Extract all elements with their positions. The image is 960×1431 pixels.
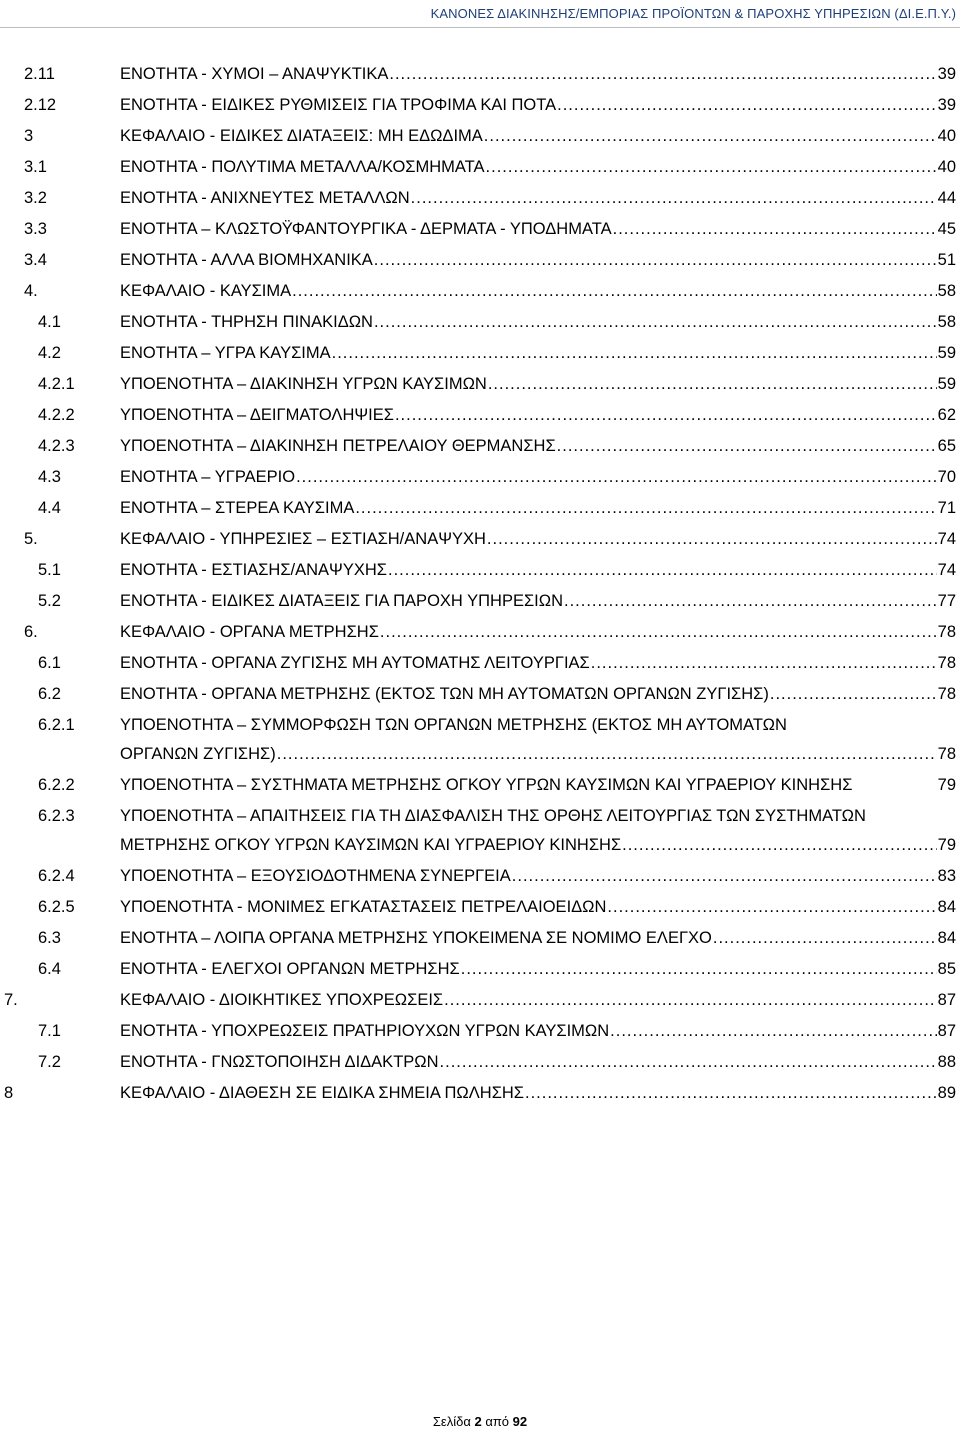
- toc-entry-number: 4.3: [38, 468, 61, 486]
- toc-entry-page-number: 39: [937, 96, 956, 114]
- toc-entry-line: [120, 618, 956, 647]
- toc-entry-title: ΥΠΟΕΝΟΤΗΤΑ - ΜΟΝΙΜΕΣ ΕΓΚΑΤΑΣΤΑΣΕΙΣ ΠΕΤΡΕΛΑΙΟΕΙΔΩΝ: [120, 898, 607, 916]
- toc-entry-title-block: [120, 246, 956, 275]
- toc-entry-line: [120, 740, 956, 769]
- toc-entry-line: [120, 494, 956, 523]
- toc-entry-number: 5.2: [38, 592, 61, 610]
- dot-leader: [487, 525, 937, 554]
- toc-entry-page-number: 70: [937, 468, 956, 486]
- toc-entry-line: [120, 432, 956, 461]
- toc-entry-line: [120, 986, 956, 1015]
- toc-entry-title: ΕΝΟΤΗΤΑ - ΟΡΓΑΝΑ ΜΕΤΡΗΣΗΣ (ΕΚΤΟΣ ΤΩΝ ΜΗ ΑΥΤΟΜΑΤΩΝ ΟΡΓΑΝΩΝ ΖΥΓΙΣΗΣ): [120, 685, 769, 703]
- toc-entry-title: ΚΕΦΑΛΑΙΟ - ΕΙΔΙΚΕΣ ΔΙΑΤΑΞΕΙΣ: ΜΗ ΕΔΩΔΙΜΑ: [120, 127, 483, 145]
- toc-entry-line: [120, 893, 956, 922]
- toc-entry-title: ΥΠΟΕΝΟΤΗΤΑ – ΣΥΣΤΗΜΑΤΑ ΜΕΤΡΗΣΗΣ ΟΓΚΟΥ ΥΓΡΩΝ ΚΑΥΣΙΜΩΝ ΚΑΙ ΥΓΡΑΕΡΙΟΥ ΚΙΝΗΣΗΣ: [120, 776, 853, 794]
- toc-entry-page-number: 84: [937, 898, 956, 916]
- toc-entry-title-block: [120, 153, 956, 182]
- toc-entry-number: 6.2.5: [38, 898, 75, 916]
- toc-entry-page-number: 87: [937, 991, 956, 1009]
- toc-entry-page-number: 84: [937, 929, 956, 947]
- toc-entry-line: [120, 771, 956, 800]
- toc-entry-title-block: [120, 986, 956, 1015]
- toc-entry-number: 5.: [24, 530, 38, 548]
- toc-entry-title-block: [120, 401, 956, 430]
- toc-entry-line: [120, 955, 956, 984]
- toc-entry-page-number: 40: [937, 127, 956, 145]
- dot-leader: [380, 618, 937, 647]
- toc-entry-page-number: 62: [937, 406, 956, 424]
- toc-entry-line: [120, 370, 956, 399]
- toc-entry-page-number: 88: [937, 1053, 956, 1071]
- toc-entry-line: [120, 401, 956, 430]
- toc-entry-title: ΚΕΦΑΛΑΙΟ - ΚΑΥΣΙΜΑ: [120, 282, 292, 300]
- toc-entry-title-block: [120, 680, 956, 709]
- toc-entry-number: 4.2.1: [38, 375, 75, 393]
- dot-leader: [411, 184, 937, 213]
- toc-entry-line: [120, 862, 956, 891]
- toc-entry-page-number: 78: [937, 654, 956, 672]
- toc-entry-page-number: 78: [937, 623, 956, 641]
- toc-entry-line: [120, 680, 956, 709]
- dot-leader: [557, 91, 937, 120]
- dot-leader: [622, 831, 937, 860]
- toc-entry-title-block: [120, 556, 956, 585]
- dot-leader: [461, 955, 937, 984]
- toc-entry-number: 5.1: [38, 561, 61, 579]
- toc-entry-title: ΕΝΟΤΗΤΑ - ΠΟΛΥΤΙΜΑ ΜΕΤΑΛΛΑ/ΚΟΣΜΗΜΑΤΑ: [120, 158, 485, 176]
- dot-leader: [512, 862, 937, 891]
- toc-entry-number: 3.1: [24, 158, 47, 176]
- toc-entry-title-block: [120, 893, 956, 922]
- dot-leader: [484, 122, 937, 151]
- toc-entry-line: [120, 60, 956, 89]
- toc-entry-title: ΕΝΟΤΗΤΑ – ΣΤΕΡΕΑ ΚΑΥΣΙΜΑ: [120, 499, 355, 517]
- toc-entry-title: ΥΠΟΕΝΟΤΗΤΑ – ΕΞΟΥΣΙΟΔΟΤΗΜΕΝΑ ΣΥΝΕΡΓΕΙΑ: [120, 867, 511, 885]
- dot-leader: [564, 587, 937, 616]
- toc-entry-title: ΕΝΟΤΗΤΑ - ΕΙΔΙΚΕΣ ΡΥΘΜΙΣΕΙΣ ΓΙΑ ΤΡΟΦΙΜΑ ΚΑΙ ΠΟΤΑ: [120, 96, 557, 114]
- toc-entry-title-block: [120, 771, 956, 800]
- toc-entry-number: 4.2: [38, 344, 61, 362]
- toc-entry-title: ΕΝΟΤΗΤΑ – ΥΓΡΑ ΚΑΥΣΙΜΑ: [120, 344, 331, 362]
- toc-entry-line: [120, 649, 956, 678]
- toc-entry-title-block: [120, 432, 956, 461]
- toc-entry-title-block: [120, 494, 956, 523]
- toc-entry-title: ΥΠΟΕΝΟΤΗΤΑ – ΔΙΑΚΙΝΗΣΗ ΥΓΡΩΝ ΚΑΥΣΙΜΩΝ: [120, 375, 487, 393]
- toc-entry-number: 2.12: [24, 96, 57, 114]
- dot-leader: [332, 339, 937, 368]
- dot-leader: [525, 1079, 937, 1108]
- toc-entry-page-number: 87: [937, 1022, 956, 1040]
- toc-entry-line: [120, 153, 956, 182]
- toc-entry-line: [120, 831, 956, 860]
- toc-entry-number: 6.2.2: [38, 776, 75, 794]
- toc-entry-title: ΥΠΟΕΝΟΤΗΤΑ – ΔΙΑΚΙΝΗΣΗ ΠΕΤΡΕΛΑΙΟΥ ΘΕΡΜΑΝΣΗΣ: [120, 437, 556, 455]
- toc-entry-line: [120, 463, 956, 492]
- footer-middle: από: [481, 1414, 513, 1429]
- footer-page-number: 2: [474, 1414, 482, 1429]
- toc-entry-title: ΕΝΟΤΗΤΑ - ΓΝΩΣΤΟΠΟΙΗΣΗ ΔΙΔΑΚΤΡΩΝ: [120, 1053, 439, 1071]
- toc-entry-number: 6.2.3: [38, 807, 75, 825]
- toc-entry-number: 6.2.1: [38, 716, 75, 734]
- toc-entry-page-number: 78: [937, 685, 956, 703]
- toc-entry-line: [120, 184, 956, 213]
- toc-entry-page-number: 74: [937, 561, 956, 579]
- toc-entry-title-block: [120, 308, 956, 337]
- toc-entry-page-number: 59: [937, 375, 956, 393]
- dot-leader: [713, 924, 937, 953]
- toc-entry-number: 7.1: [38, 1022, 61, 1040]
- toc-entry-title-block: [120, 277, 956, 306]
- toc-entry-number: 6.: [24, 623, 38, 641]
- toc-entry-title-block: [120, 649, 956, 678]
- toc-entry-page-number: 58: [937, 313, 956, 331]
- toc-entry-page-number: 39: [937, 65, 956, 83]
- toc-entry-line: [120, 308, 956, 337]
- dot-leader: [440, 1048, 937, 1077]
- dot-leader: [486, 153, 937, 182]
- toc-entry-title: ΚΕΦΑΛΑΙΟ - ΟΡΓΑΝΑ ΜΕΤΡΗΣΗΣ: [120, 623, 379, 641]
- toc-entry-number: 4.2.2: [38, 406, 75, 424]
- toc-entry-title-block: [120, 924, 956, 953]
- dot-leader: [292, 277, 937, 306]
- toc-entry-title: ΕΝΟΤΗΤΑ – ΥΓΡΑΕΡΙΟ: [120, 468, 296, 486]
- toc-entry-number: 4.2.3: [38, 437, 75, 455]
- toc-entry-title: ΚΕΦΑΛΑΙΟ - ΔΙΟΙΚΗΤΙΚΕΣ ΥΠΟΧΡΕΩΣΕΙΣ: [120, 991, 444, 1009]
- toc-entry-page-number: 77: [937, 592, 956, 610]
- toc-entry-title: ΕΝΟΤΗΤΑ - ΑΝΙΧΝΕΥΤΕΣ ΜΕΤΑΛΛΩΝ: [120, 189, 410, 207]
- toc-entry-title-block: [120, 587, 956, 616]
- toc-entry-title: ΕΝΟΤΗΤΑ - ΤΗΡΗΣΗ ΠΙΝΑΚΙΔΩΝ: [120, 313, 373, 331]
- toc-entry-title: ΚΕΦΑΛΑΙΟ - ΥΠΗΡΕΣΙΕΣ – ΕΣΤΙΑΣΗ/ΑΝΑΨΥΧΗ: [120, 530, 486, 548]
- toc-entry-page-number: 79: [937, 836, 956, 854]
- toc-entry-title: ΕΝΟΤΗΤΑ – ΚΛΩΣΤΟΫΦΑΝΤΟΥΡΓΙΚΑ - ΔΕΡΜΑΤΑ - ΥΠΟΔΗΜΑΤΑ: [120, 220, 612, 238]
- toc-entry-number: 6.2.4: [38, 867, 75, 885]
- toc-entry-title: ΜΕΤΡΗΣΗΣ ΟΓΚΟΥ ΥΓΡΩΝ ΚΑΥΣΙΜΩΝ ΚΑΙ ΥΓΡΑΕΡΙΟΥ ΚΙΝΗΣΗΣ: [120, 836, 622, 854]
- toc-entry-line: [120, 924, 956, 953]
- toc-entry-number: 7.: [4, 991, 18, 1009]
- toc-entry-title-block: [120, 618, 956, 647]
- toc-entry-title-block: [120, 60, 956, 89]
- toc-entry-title-first-line: ΥΠΟΕΝΟΤΗΤΑ – ΣΥΜΜΟΡΦΩΣΗ ΤΩΝ ΟΡΓΑΝΩΝ ΜΕΤΡΗΣΗΣ (ΕΚΤΟΣ ΜΗ ΑΥΤΟΜΑΤΩΝ: [120, 716, 787, 734]
- toc-entry-title: ΥΠΟΕΝΟΤΗΤΑ – ΔΕΙΓΜΑΤΟΛΗΨΙΕΣ: [120, 406, 394, 424]
- toc-entry-line: [120, 1079, 956, 1108]
- dot-leader: [488, 370, 937, 399]
- dot-leader: [444, 986, 937, 1015]
- toc-entry-line: [120, 1017, 956, 1046]
- toc-entry-number: 6.3: [38, 929, 61, 947]
- toc-entry-title-first-line: ΥΠΟΕΝΟΤΗΤΑ – ΑΠΑΙΤΗΣΕΙΣ ΓΙΑ ΤΗ ΔΙΑΣΦΑΛΙΣΗ ΤΗΣ ΟΡΘΗΣ ΛΕΙΤΟΥΡΓΙΑΣ ΤΩΝ ΣΥΣΤΗΜΑΤΩΝ: [120, 807, 866, 825]
- toc-entry-title: ΕΝΟΤΗΤΑ – ΛΟΙΠΑ ΟΡΓΑΝΑ ΜΕΤΡΗΣΗΣ ΥΠΟΚΕΙΜΕΝΑ ΣΕ ΝΟΜΙΜΟ ΕΛΕΓΧΟ: [120, 929, 712, 947]
- toc-entry-number: 7.2: [38, 1053, 61, 1071]
- toc-entry-page-number: 71: [937, 499, 956, 517]
- dot-leader: [395, 401, 937, 430]
- toc-entry-title: ΕΝΟΤΗΤΑ - ΕΣΤΙΑΣΗΣ/ΑΝΑΨΥΧΗΣ: [120, 561, 387, 579]
- toc-entry-title-block: [120, 122, 956, 151]
- toc-entry-title-block: [120, 955, 956, 984]
- toc-entry-title-block: [120, 525, 956, 554]
- toc-entry-title-block: [120, 862, 956, 891]
- toc-entry-line: [120, 339, 956, 368]
- dot-leader: [389, 60, 936, 89]
- toc-entry-title: ΕΝΟΤΗΤΑ - ΥΠΟΧΡΕΩΣΕΙΣ ΠΡΑΤΗΡΙΟΥΧΩΝ ΥΓΡΩΝ ΚΑΥΣΙΜΩΝ: [120, 1022, 610, 1040]
- toc-entry-title-block: [120, 802, 956, 860]
- toc-entry-title-block: [120, 1017, 956, 1046]
- dot-leader: [610, 1017, 936, 1046]
- toc-entry-page-number: 74: [937, 530, 956, 548]
- dot-leader: [770, 680, 937, 709]
- dot-leader: [607, 893, 936, 922]
- toc-entry-page-number: 65: [937, 437, 956, 455]
- toc-entry-line: [120, 587, 956, 616]
- dot-leader: [355, 494, 936, 523]
- dot-leader: [591, 649, 937, 678]
- toc-entry-title: ΕΝΟΤΗΤΑ - ΕΛΕΓΧΟΙ ΟΡΓΑΝΩΝ ΜΕΤΡΗΣΗΣ: [120, 960, 460, 978]
- toc-entry-line: [120, 122, 956, 151]
- toc-entry-line: [120, 556, 956, 585]
- dot-leader: [388, 556, 937, 585]
- toc-entry-line: [120, 215, 956, 244]
- toc-entry-page-number: 59: [937, 344, 956, 362]
- toc-entry-page-number: 79: [937, 776, 956, 794]
- toc-entry-title-block: [120, 1079, 956, 1108]
- toc-entry-number: 2.11: [24, 65, 55, 83]
- toc-entry-title-block: [120, 215, 956, 244]
- page-footer: [0, 1414, 960, 1429]
- toc-entry-title-block: [120, 370, 956, 399]
- toc-entry-line: [120, 246, 956, 275]
- toc-entry-line: [120, 91, 956, 120]
- dot-leader: [557, 432, 937, 461]
- toc-entry-page-number: 58: [937, 282, 956, 300]
- dot-leader: [277, 740, 937, 769]
- running-header: ΚΑΝΟΝΕΣ ΔΙΑΚΙΝΗΣΗΣ/ΕΜΠΟΡΙΑΣ ΠΡΟΪΟΝΤΩΝ & ΠΑΡΟΧΗΣ ΥΠΗΡΕΣΙΩΝ (ΔΙ.Ε.Π.Υ.): [430, 6, 956, 21]
- toc-entry-line: [120, 277, 956, 306]
- toc-entry-line: [120, 1048, 956, 1077]
- footer-total-pages: 92: [512, 1414, 528, 1429]
- toc-entry-page-number: 89: [937, 1084, 956, 1102]
- toc-entry-number: 4.4: [38, 499, 61, 517]
- toc-entry-title: ΕΝΟΤΗΤΑ - ΟΡΓΑΝΑ ΖΥΓΙΣΗΣ ΜΗ ΑΥΤΟΜΑΤΗΣ ΛΕΙΤΟΥΡΓΙΑΣ: [120, 654, 590, 672]
- header-divider: [0, 27, 960, 28]
- toc-entry-page-number: 85: [937, 960, 956, 978]
- toc-entry-number: 4.: [24, 282, 38, 300]
- toc-entry-page-number: 78: [937, 745, 956, 763]
- dot-leader: [374, 246, 937, 275]
- toc-entry-title-block: [120, 1048, 956, 1077]
- dot-leader: [374, 308, 937, 337]
- toc-entry-page-number: 51: [937, 251, 956, 269]
- toc-entry-number: 4.1: [38, 313, 61, 331]
- dot-leader: [613, 215, 937, 244]
- toc-entry-number: 3.2: [24, 189, 47, 207]
- toc-entry-title-block: [120, 339, 956, 368]
- toc-entry-line: [120, 525, 956, 554]
- toc-entry-title: ΕΝΟΤΗΤΑ - ΑΛΛΑ ΒΙΟΜΗΧΑΝΙΚΑ: [120, 251, 373, 269]
- footer-prefix: Σελίδα: [432, 1414, 475, 1429]
- toc-entry-number: 3.3: [24, 220, 47, 238]
- toc-entry-number: 6.4: [38, 960, 61, 978]
- toc-entry-page-number: 44: [937, 189, 956, 207]
- toc-entry-title: ΚΕΦΑΛΑΙΟ - ΔΙΑΘΕΣΗ ΣΕ ΕΙΔΙΚΑ ΣΗΜΕΙΑ ΠΩΛΗΣΗΣ: [120, 1084, 525, 1102]
- toc-entry-page-number: 45: [937, 220, 956, 238]
- toc-entry-title: ΕΝΟΤΗΤΑ - ΧΥΜΟΙ – ΑΝΑΨΥΚΤΙΚΑ: [120, 65, 389, 83]
- toc-entry-title-block: [120, 184, 956, 213]
- toc-entry-number: 8: [4, 1084, 14, 1102]
- toc-entry-number: 6.1: [38, 654, 61, 672]
- toc-entry-title-block: [120, 711, 956, 769]
- toc-entry-number: 3: [24, 127, 34, 145]
- toc-entry-page-number: 83: [937, 867, 956, 885]
- toc-entry-title-block: [120, 91, 956, 120]
- toc-entry-page-number: 40: [937, 158, 956, 176]
- toc-entry-title: ΟΡΓΑΝΩΝ ΖΥΓΙΣΗΣ): [120, 745, 276, 763]
- toc-entry-number: 6.2: [38, 685, 61, 703]
- toc-entry-title-block: [120, 463, 956, 492]
- toc-entry-number: 3.4: [24, 251, 47, 269]
- toc-entry-title: ΕΝΟΤΗΤΑ - ΕΙΔΙΚΕΣ ΔΙΑΤΑΞΕΙΣ ΓΙΑ ΠΑΡΟΧΗ ΥΠΗΡΕΣΙΩΝ: [120, 592, 563, 610]
- dot-leader: [296, 463, 937, 492]
